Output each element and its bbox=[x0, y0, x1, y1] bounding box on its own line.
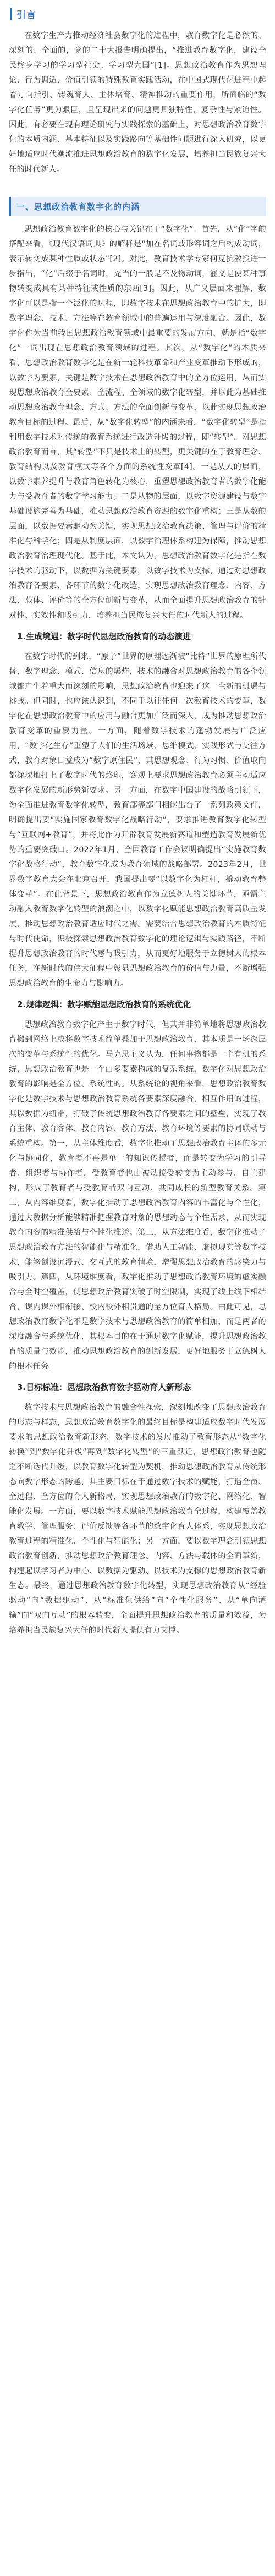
section-1 bbox=[9, 197, 266, 623]
subsection-2-paragraph: 思想政治教育数字化产生于数字时代，但其并非简单地将思想政治教育搬到网络上或将数字技术简单叠加于思想政治教育，其本质是一场深层次的变革与系统性的优化。马克思主义认为，任何事物都是一个有机的系统，思想政治教育也是一个由多要素构成的复杂系统，数字化对思想政治教育的影响是全方位、系统性的。从系统论的视角来看，思想政治教育数字化是数字技术与思想政治教育系统各要素深度融合、相互作用的过程，其以数据为纽带，打破了传统思想政治教育各要素之间的壁垒，实现了教育主体、教育客体、教育内容、教育方法、教育环境等要素的协同联动与系统重构。第一，从主体维度看，数字化推动了思想政治教育主体的多元化与协同化，教育者不再是单一的知识传授者，而是转变为学习的引导者、组织者与协作者，受教育者也由被动接受转变为主动参与、自主建构，形成了教育者与受教育者双向互动、共同成长的新型教育关系。第二，从内容维度看，数字化推动了思想政治教育内容的丰富化与个性化，通过大数据分析能够精准把握教育对象的思想动态与个性需求，从而实现教育内容的精准供给与个性化推送。第三，从方法维度看，数字化推动了思想政治教育方法的智能化与精准化，借助人工智能、虚拟现实等数字技术，能够创设沉浸式、交互式的教育情境，增强思想政治教育的感染力与吸引力。第四，从环境维度看，数字化推动了思想政治教育环境的虚实融合与全时空覆盖，使思想政治教育突破了时空限制，实现了线上线下相结合、课内课外相衔接、校内校外相贯通的全方位育人格局。由此可见，思想政治教育数字化不是数字技术与思想政治教育的简单相加，而是两者的深度融合与系统优化，其根本目的在于通过数字化赋能，提升思想政治教育的质量与效能，推动思想政治教育的创新发展，更好地服务于立德树人的根本任务。 bbox=[9, 1020, 266, 1371]
intro-section bbox=[9, 0, 266, 177]
subsection-3-title: 3.目标标准：思想政治教育数字驱动育人新形态 bbox=[17, 1382, 191, 1392]
intro-heading bbox=[9, 6, 266, 22]
subsection-3-paragraph: 数字技术与思想政治教育的融合性探索，深刻地改变了思想政治教育的形态与样态，思想政治教育数字化的最终目标是构建适应数字时代发展要求的思想政治教育新形态。数字技术的发展推动了教育形态从“数字化转换”到“数字化升级”再到“数字化转型”的三重跃迁，思想政治教育也随之不断迭代升级，以教育数字化转型为契机，推动思想政治教育从传统形态向数字形态的跨越，其主要目标在于通过数字技术的赋能，打造全员、全过程、全方位的育人新格局，实现思想政治教育的数字化、网络化、智能化发展。一方面，要以数字技术赋能思想政治教育全过程，构建覆盖教育教学、管理服务、评价反馈等各环节的数字化育人体系，实现思想政治教育过程的精准化、个性化与智能化；另一方面，要以数字理念引领思想政治教育创新，推动思想政治教育理念、内容、方法与载体的全面革新，构建起以学习者为中心、以数据为驱动、以技术为支撑的思想政治教育新生态。最终，通过思想政治教育数字化转型，实现思想政治教育从“经验驱动”向“数据驱动”、从“标准化供给”向“个性化服务”、从“单向灌输”向“双向互动”的根本转变，全面提升思想政治教育的质量和效益，为培养担当民族复兴大任的时代新人提供有力支撑。 bbox=[9, 1403, 266, 1635]
section-1-heading bbox=[9, 197, 266, 216]
subsection-3 bbox=[9, 1380, 266, 1638]
subsection-1 bbox=[9, 629, 266, 991]
section-1-paragraph: 思想政治教育数字化的核心与关键在于“数字化”。首先，从“化”字的搭配来看，《现代汉语词典》的解释是“加在名词或形容词之后构成动词，表示转变成某种性质或状态”[2]。对此，教育技术学专家何克抗教授进一步指出，“化”后缀于名词时，充当的一般是不及物动词，涵义是使某种事物转变成具有某种特征或性质的东西[3]。因此，从广义层面来理解，数字化可以是指一个泛化的过程，即数字技术在思想政治教育中的扩大，即数字理念、技术、方法等在教育领域中的普遍运用与深度融合。因此，数字化作为当前我国思想政治教育领域中最重要的发展方向，就是指“数字化”一词出现在思想政治教育领域的过程。其次，从“数字化”的本质来看，思想政治教育数字化是在新一轮科技革命和产业变革推动下形成的，以数字为要素，关键是数字技术在思想政治教育中的全方位运用，从而实现思想政治教育全要素、全流程、全领域的数字化转型，并以此为基础推动思想政治教育理念、方式、方法的全面创新与变革，以此实现思想政治教育目标的过程。最后，从“数字化转型”的内涵来看，“数字化转型”是指利用数字技术对传统的教育系统进行改造升级的过程，即“转型”。对思想政治教育而言，其“转型”不只是技术上的转型，更关键的在于教育理念、教育结构以及教育模式等各个方面的系统性变革[4]。一是从人的层面，以数字素养提升与教育角色转化为核心，重塑思想政治教育者的数字化能力与受教育者的数字学习能力；二是从物的层面，以数字资源建设与数字基础设施完善为基础，推动思想政治教育资源的数字化重构；三是从数的层面，以数据要素驱动为关键，实现思想政治教育决策、管理与评价的精准化与科学化；四是从制度层面，以数字治理体系构建为保障，推动思想政治教育治理现代化。基于此，本文认为，思想政治教育数字化是指在数字技术的驱动下，以数据为关键要素，以数字技术为支撑，通过对思想政治教育各要素、各环节的数字化改造，实现思想政治教育理念、内容、方法、载体、评价等的全方位创新与变革，从而全面提升思想政治教育的针对性、实效性和吸引力，培养担当民族复兴大任的时代新人的过程。 bbox=[9, 225, 266, 620]
intro-paragraph: 在数字生产力推动经济社会数字化的进程中，教育数字化是必然的、深刻的、全面的，党的二十大报告明确提出，“推进教育数字化，建设全民终身学习的学习型社会、学习型大国”[1]。思想政治教育作为思想理论、行为调适、价值引领的特殊教育实践活动，在中国式现代化进程中起着方向指引、铸魂育人、主体培育、精神推动的重要作用，所面临的“数字化任务”更为艰巨，且呈现出来的问题更具独特性、复杂性与紧迫性。因此，有必要在现有理论研究与实践探索的基础上，对思想政治教育数字化的本质内涵、基本特征以及实践路向等基础性问题进行深入研究，以更好地适应时代潮流推进思想政治教育的数字化发展，培养担当民族复兴大任的时代新人。 bbox=[9, 31, 266, 174]
subsection-2 bbox=[9, 997, 266, 1374]
heading-marker bbox=[10, 8, 12, 20]
intro-title: 引言 bbox=[16, 9, 36, 21]
subsection-1-paragraph: 在数字时代的到来，“原子”世界的原理逐渐被“比特”世界的原理所代替，数字理念、模式、信息的爆炸，技术的融合对思想政治教育的各个领域都产生着重大而深刻的影响，思想政治教育也迎来了这一全新的机遇与挑战。但同时，也应该认识到，不同于以往任何一次教育技术的变革，数字化在思想政治教育中的应用与融合更加广泛而深入，成为推动思想政治教育变革的重要力量。一方面，随着数字技术的蓬勃发展与广泛应用，“数字化生存”重塑了人们的生活场域、思维模式、实践形式与交往方式，教育对象日益成为“数字原住民”，其思想观念、行为习惯、价值取向都深深地打上了数字时代的烙印，客观上要求思想政治教育必须主动适应数字化发展的新形势新要求。另一方面，在数字中国建设的战略引领下，为全面推进教育数字化转型，教育部等部门相继出台了一系列政策文件，明确提出要“实施国家教育数字化战略行动”，要求推进教育数字化转型与“互联网+教育”，并将此作为开辟教育发展新赛道和塑造教育发展新优势的重要突破口。2022年1月，全国教育工作会议明确提出“实施教育数字化战略行动”，教育数字化成为教育领域的战略部署。2023年2月，世界数字教育大会在北京召开，我国提出要“以数字化为杠杆，撬动教育整体变革”。在此背景下，思想政治教育作为立德树人的关键环节，亟需主动融入教育数字化转型的浪潮之中，以数字化赋能思想政治教育高质量发展，推动思想政治教育适应时代之需。需要结合思想政治教育的本质特征与时代使命，积极探索思想政治教育数字化的理论逻辑与实践路径，不断提升思想政治教育的时代感与吸引力，从而更好地服务于立德树人的根本任务，在新时代的伟大征程中彰显思想政治教育的价值与力量，不断增强思想政治教育的生命力与影响力。 bbox=[9, 652, 266, 988]
subsection-2-title: 2.规律逻辑：数字赋能思想政治教育的系统优化 bbox=[17, 999, 191, 1009]
section-1-title: 一、思想政治教育数字化的内涵 bbox=[16, 201, 140, 212]
subsection-1-title: 1.生成境遇：数字时代思想政治教育的动态演进 bbox=[17, 631, 191, 641]
